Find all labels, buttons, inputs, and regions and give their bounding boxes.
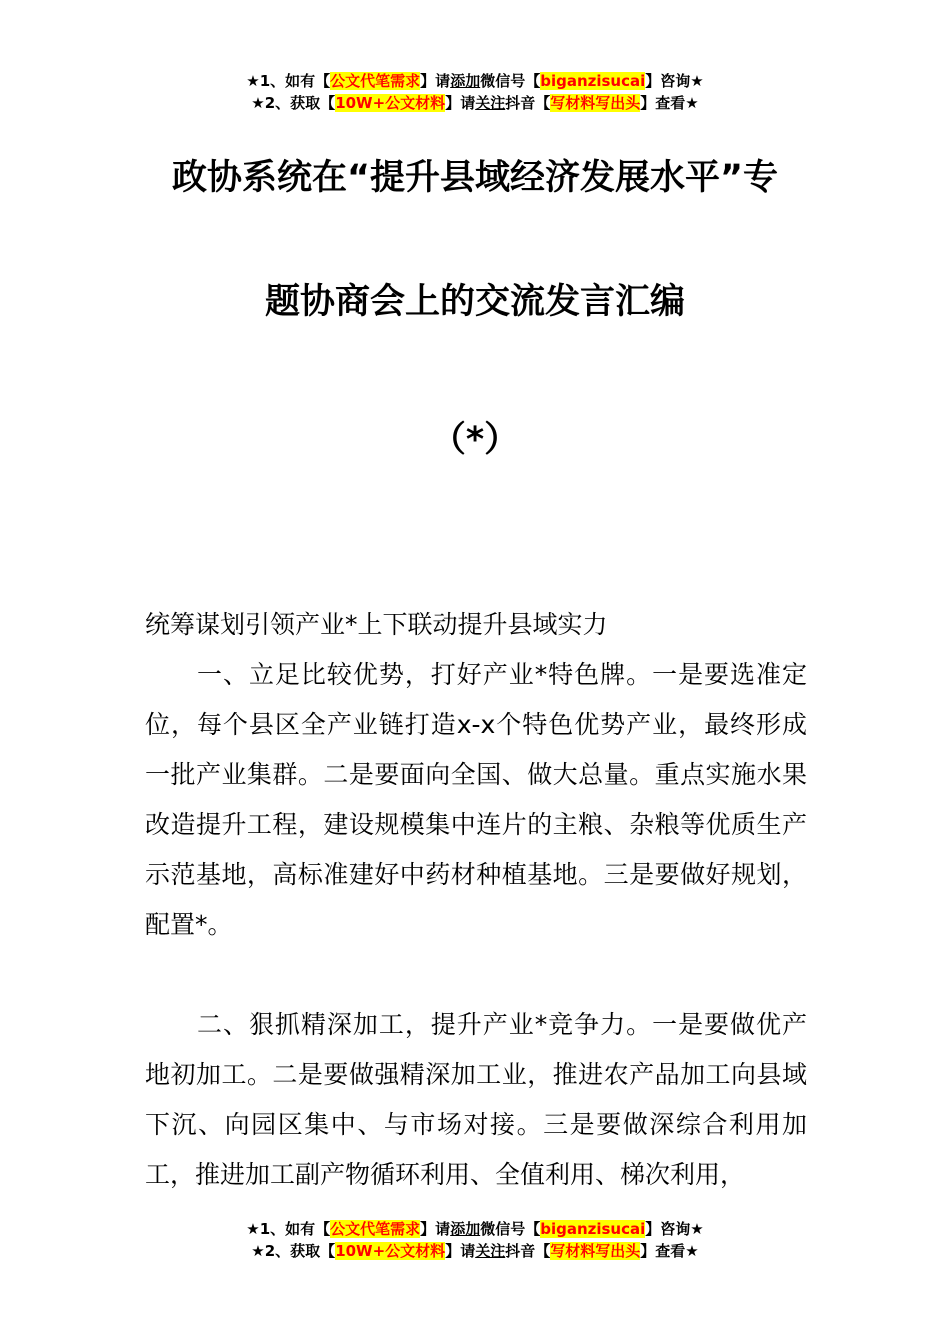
promo-underline: 添加 xyxy=(450,72,481,90)
promo-line-2 xyxy=(0,1240,950,1262)
paragraph-1: 一、立足比较优势，打好产业*特色牌。一是要选准定位，每个县区全产业链打造x-x个特色优势产业，最终形成一批产业集群。二是要面向全国、做大总量。重点实施水果改造提升工程，建设规模集中连片的主粮、杂粮等优质生产示范基地，高标准建好中药材种植基地。三是要做好规划，配置*。 xyxy=(145,660,807,939)
promo-text: 】请 xyxy=(445,1242,476,1260)
promo-text: ★1、如有【 xyxy=(246,72,331,90)
promo-underline: 关注 xyxy=(475,1242,506,1260)
promo-underline: 关注 xyxy=(475,94,506,112)
promo-text: 抖音【 xyxy=(505,1242,551,1260)
promo-line-1 xyxy=(0,70,950,92)
promo-text: 】请 xyxy=(420,72,451,90)
promo-line-1 xyxy=(0,1218,950,1240)
promo-banner-bottom xyxy=(0,1218,950,1262)
promo-douyin-id: 写材料写出头 xyxy=(550,1242,641,1260)
promo-douyin-id: 写材料写出头 xyxy=(550,94,641,112)
promo-highlight: 公文代笔需求 xyxy=(330,72,421,90)
promo-text: ★2、获取【 xyxy=(251,1242,336,1260)
document-body xyxy=(145,600,807,1200)
promo-text: 】查看★ xyxy=(640,1242,699,1260)
promo-text: 抖音【 xyxy=(505,94,551,112)
promo-banner-top xyxy=(0,70,950,114)
promo-text: 】咨询★ xyxy=(645,72,704,90)
document-title-line-2: 题协商会上的交流发言汇编 xyxy=(264,282,685,322)
document-title-marker: （*） xyxy=(430,420,520,460)
promo-text: 微信号【 xyxy=(480,72,541,90)
section-heading: 统筹谋划引领产业*上下联动提升县域实力 xyxy=(145,610,608,639)
promo-highlight: 10W+公文材料 xyxy=(335,94,446,112)
promo-highlight: 10W+公文材料 xyxy=(335,1242,446,1260)
promo-text: 微信号【 xyxy=(480,1220,541,1238)
paragraph-gap xyxy=(145,950,807,1000)
promo-wechat-id: biganzisucai xyxy=(540,72,646,90)
promo-text: 】咨询★ xyxy=(645,1220,704,1238)
promo-line-2 xyxy=(0,92,950,114)
promo-text: 】查看★ xyxy=(640,94,699,112)
promo-text: ★2、获取【 xyxy=(251,94,336,112)
paragraph-2: 二、狠抓精深加工，提升产业*竞争力。一是要做优产地初加工。二是要做强精深加工业，推进农产品加工向县域下沉、向园区集中、与市场对接。三是要做深综合利用加工，推进加工副产物循环利用、全值利用、梯次利用， xyxy=(145,1010,807,1189)
promo-highlight: 公文代笔需求 xyxy=(330,1220,421,1238)
promo-text: 】请 xyxy=(420,1220,451,1238)
promo-text: ★1、如有【 xyxy=(246,1220,331,1238)
promo-underline: 添加 xyxy=(450,1220,481,1238)
document-title-line-1: 政协系统在“提升县域经济发展水平”专 xyxy=(171,158,778,198)
promo-text: 】请 xyxy=(445,94,476,112)
promo-wechat-id: biganzisucai xyxy=(540,1220,646,1238)
